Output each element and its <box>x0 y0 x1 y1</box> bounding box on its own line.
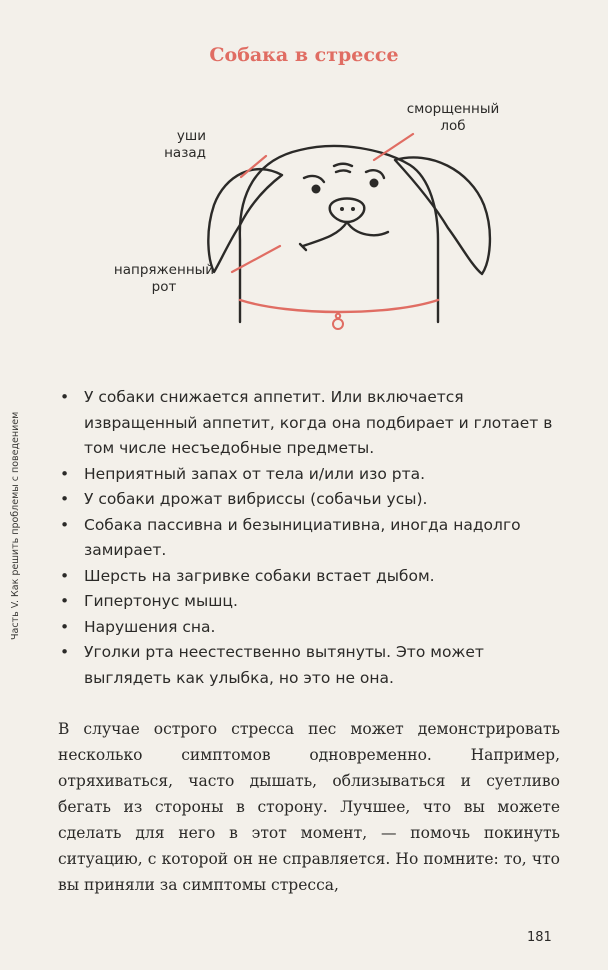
page-title: Собака в стрессе <box>209 44 399 66</box>
pointer-ears <box>241 156 266 177</box>
list-item: • Собака пассивна и безынициативна, иногда надолго замирает. <box>60 513 560 564</box>
dog-nose <box>330 199 365 223</box>
list-item: • У собаки снижается аппетит. Или включается извращенный аппетит, когда она подбирает и глотает в том числе несъедобные предметы. <box>60 385 560 462</box>
label-ears: уши назад <box>164 128 206 161</box>
dog-right-brow <box>366 170 384 178</box>
dog-right-eye <box>370 179 379 188</box>
bullet-dot: • <box>60 643 70 661</box>
running-head: Часть V. Как решить проблемы с поведением <box>10 411 21 640</box>
dog-illustration <box>0 0 608 370</box>
label-mouth: напряженный рот <box>113 262 215 295</box>
dog-head-outline <box>240 146 438 322</box>
list-item: • У собаки дрожат вибриссы (собачьи усы). <box>60 487 560 513</box>
list-item: • Гипертонус мышц. <box>60 589 560 615</box>
forehead-wrinkle <box>334 164 352 166</box>
bullet-dot: • <box>60 464 70 483</box>
dog-collar <box>240 300 438 312</box>
list-item: • Шерсть на загривке собаки встает дыбом. <box>60 564 560 590</box>
dog-left-brow <box>304 176 324 182</box>
collar-tag <box>333 314 343 329</box>
bullet-dot: • <box>60 490 70 508</box>
label-forehead: сморщенный лоб <box>406 101 500 134</box>
bullet-dot: • <box>60 592 70 610</box>
bullet-dot: • <box>60 566 70 585</box>
list-item: • Неприятный запах от тела и/или изо рта. <box>60 462 560 488</box>
symptom-list <box>60 385 560 691</box>
bullet-dot: • <box>60 388 70 406</box>
dog-right-ear <box>395 157 490 274</box>
body-paragraph: В случае острого стресса пес может демонстрировать несколько симптомов одновременно. Например, отряхиваться, часто дышать, облизываться и суетливо бегать из стороны в сторону. Лучшее, что вы можете сделать для него в этот момент, — помочь покинуть ситуацию, с которой он не справляется. Но помните: то, что вы приняли за симптомы стресса, <box>58 720 560 894</box>
page-number: 181 <box>527 930 552 945</box>
bullet-dot: • <box>60 515 70 534</box>
dog-mouth <box>303 222 388 246</box>
list-item: • Уголки рта неестественно вытянуты. Это может выглядеть как улыбка, но это не она. <box>60 640 560 691</box>
dog-left-eye <box>312 185 321 194</box>
bullet-dot: • <box>60 617 70 636</box>
dog-left-ear <box>208 169 282 272</box>
forehead-wrinkle <box>336 171 350 173</box>
list-item: • Нарушения сна. <box>60 615 560 641</box>
